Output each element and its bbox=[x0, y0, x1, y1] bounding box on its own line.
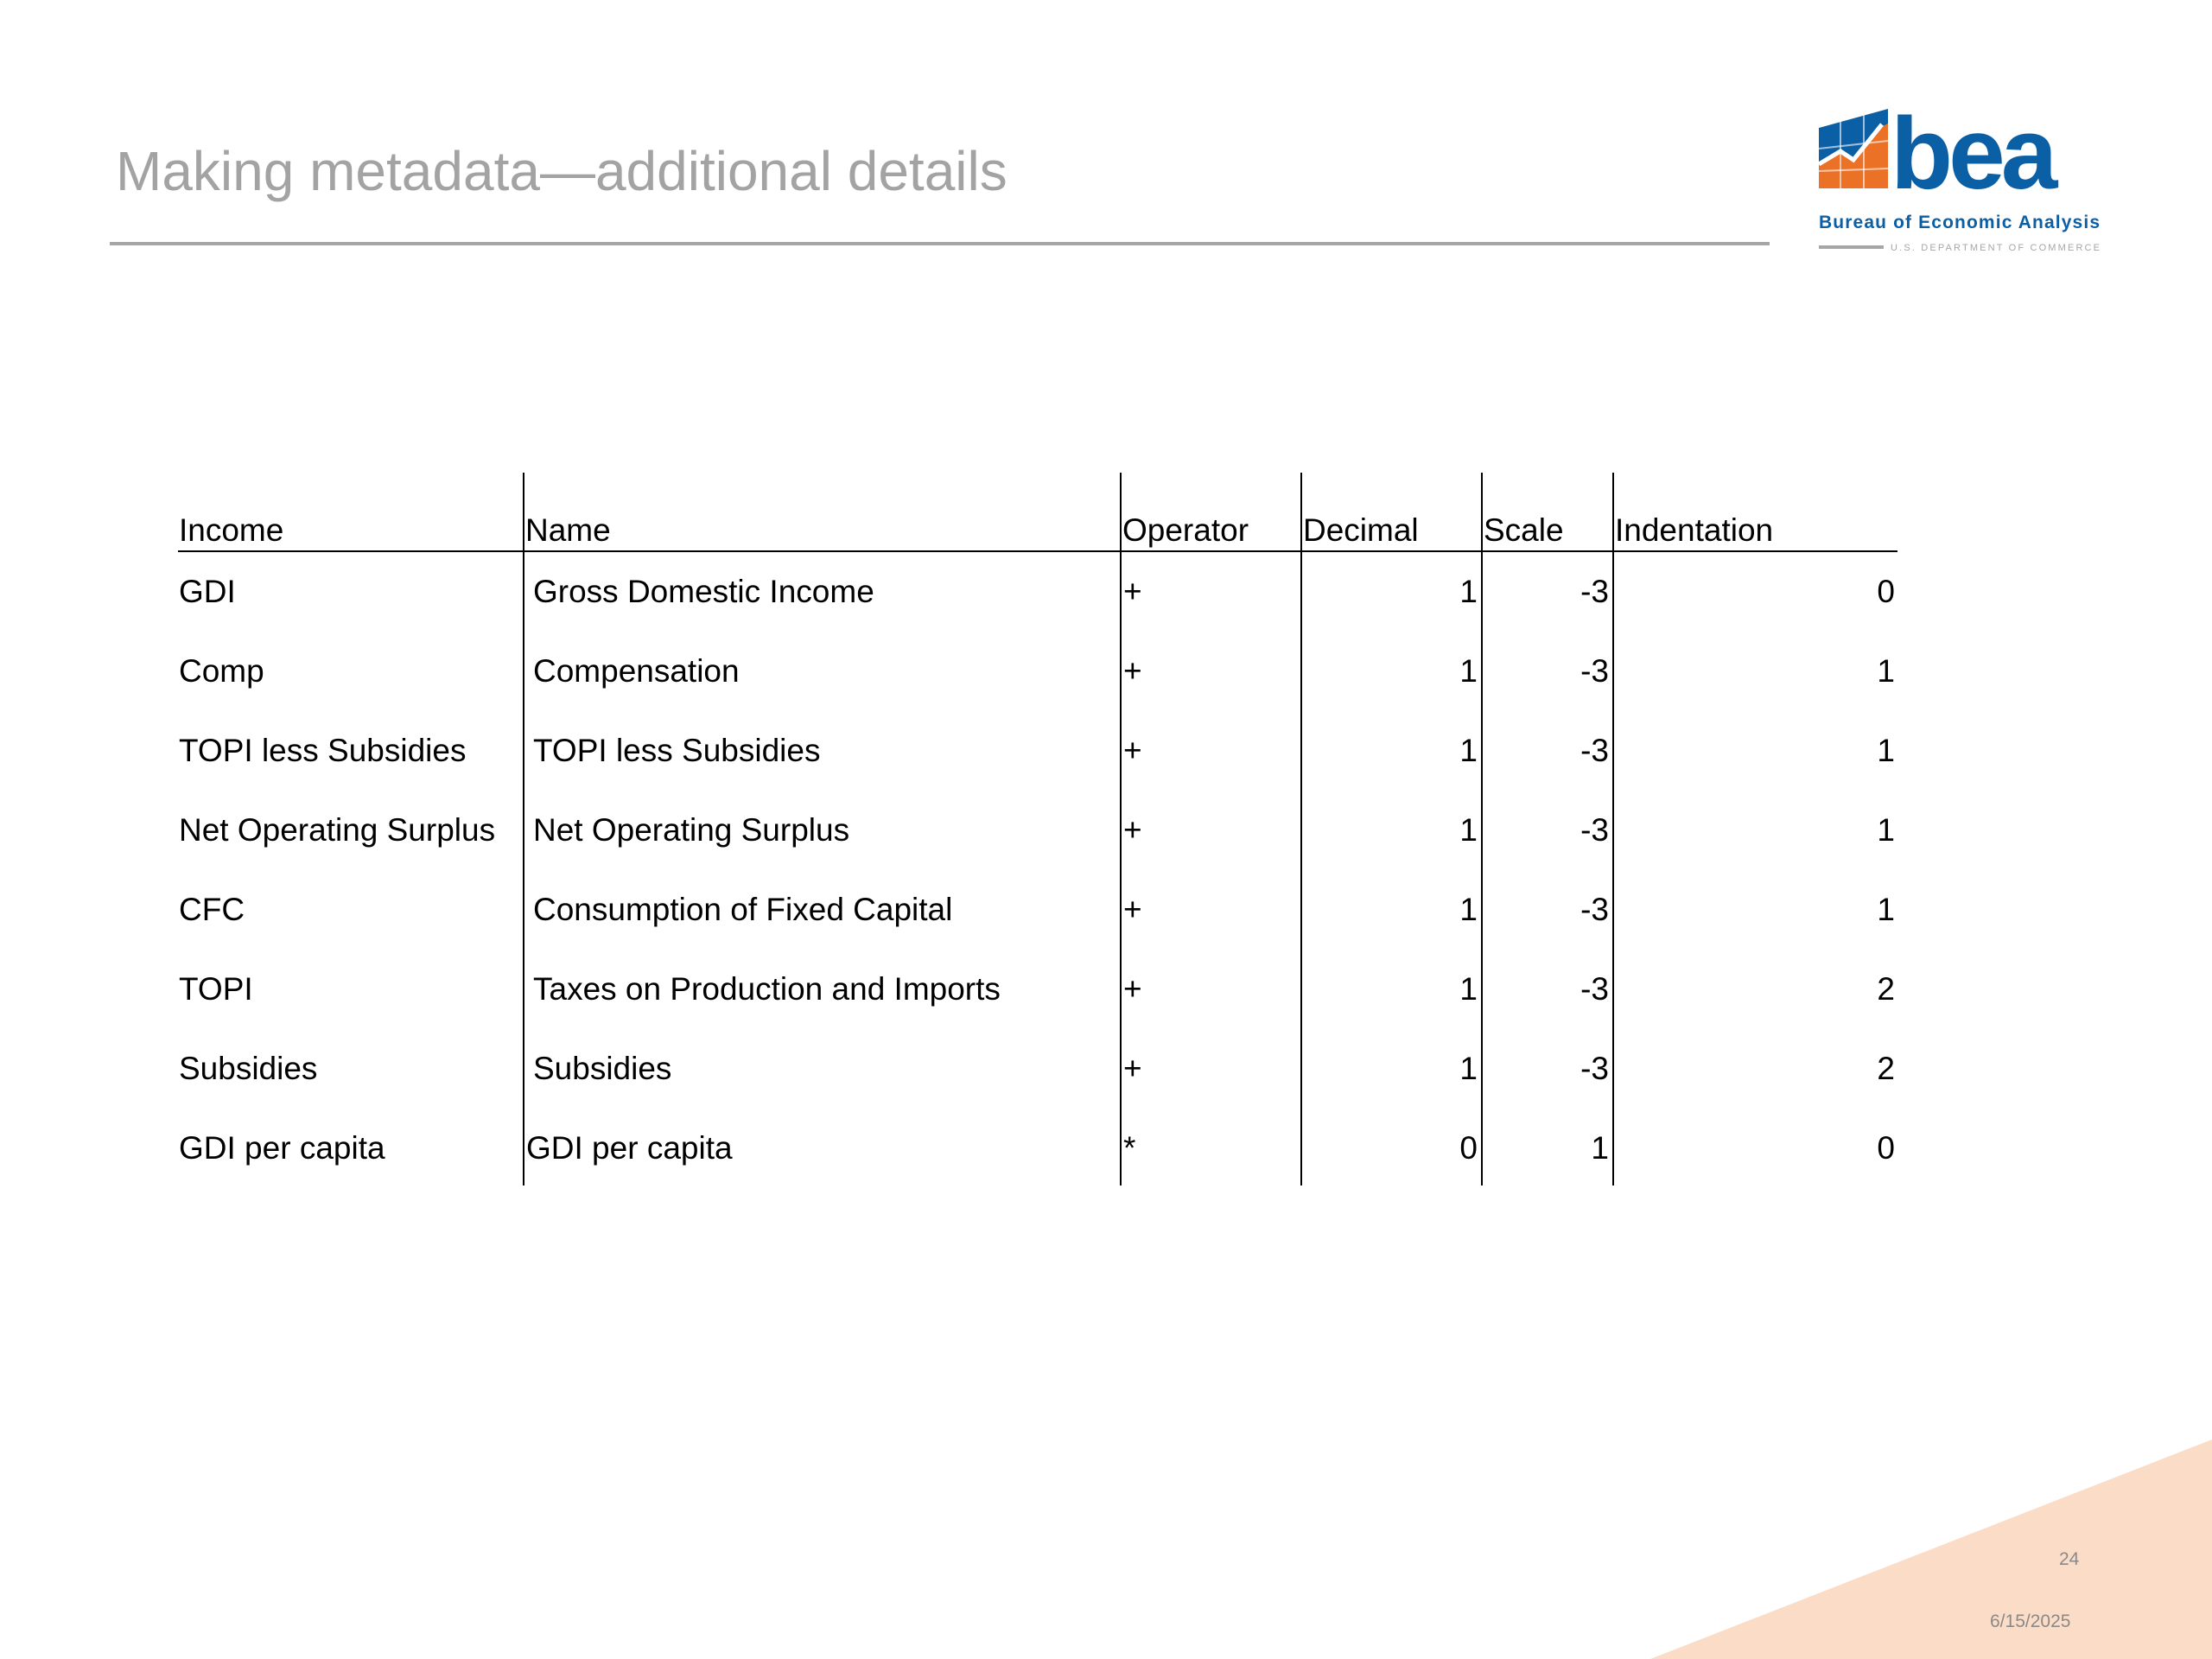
decorative-corner-triangle bbox=[1650, 1440, 2212, 1659]
cell-indentation: 1 bbox=[1877, 892, 1895, 927]
cell-decimal: 0 bbox=[1459, 1130, 1478, 1166]
cell-operator: + bbox=[1123, 653, 1142, 689]
cell-income: TOPI less Subsidies bbox=[179, 733, 467, 768]
cell-indentation: 1 bbox=[1877, 812, 1895, 848]
header-name: Name bbox=[525, 512, 611, 548]
table-row bbox=[178, 711, 1897, 791]
table-row bbox=[178, 1109, 1897, 1188]
title-divider bbox=[110, 242, 1770, 245]
cell-decimal: 1 bbox=[1459, 892, 1478, 927]
cell-decimal: 1 bbox=[1459, 812, 1478, 848]
cell-name: Compensation bbox=[533, 653, 740, 689]
cell-scale: -3 bbox=[1580, 733, 1609, 768]
metadata-table bbox=[178, 473, 1897, 1185]
table-row bbox=[178, 950, 1897, 1029]
header-indentation: Indentation bbox=[1615, 512, 1774, 548]
cell-income: Subsidies bbox=[179, 1051, 318, 1086]
cell-scale: -3 bbox=[1580, 812, 1609, 848]
cell-operator: + bbox=[1123, 892, 1142, 927]
cell-name: Subsidies bbox=[533, 1051, 672, 1086]
cell-decimal: 1 bbox=[1459, 574, 1478, 609]
cell-scale: -3 bbox=[1580, 653, 1609, 689]
header-income: Income bbox=[179, 512, 284, 548]
table-row bbox=[178, 791, 1897, 870]
cell-income: CFC bbox=[179, 892, 245, 927]
cell-income: GDI per capita bbox=[179, 1130, 385, 1166]
cell-name: GDI per capita bbox=[526, 1130, 733, 1166]
cell-income: TOPI bbox=[179, 971, 253, 1007]
cell-indentation: 1 bbox=[1877, 733, 1895, 768]
cell-indentation: 0 bbox=[1877, 574, 1895, 609]
cell-name: Net Operating Surplus bbox=[533, 812, 850, 848]
cell-operator: + bbox=[1123, 1051, 1142, 1086]
slide-date: 6/15/2025 bbox=[1990, 1611, 2071, 1631]
cell-indentation: 1 bbox=[1877, 653, 1895, 689]
table-row bbox=[178, 552, 1897, 632]
table-row bbox=[178, 632, 1897, 711]
cell-operator: + bbox=[1123, 812, 1142, 848]
bea-logo bbox=[1815, 102, 2113, 257]
cell-operator: + bbox=[1123, 971, 1142, 1007]
cell-decimal: 1 bbox=[1459, 733, 1478, 768]
cell-operator: + bbox=[1123, 574, 1142, 609]
svg-text:U.S. DEPARTMENT OF COMMERCE: U.S. DEPARTMENT OF COMMERCE bbox=[1891, 243, 2100, 253]
table-row bbox=[178, 1029, 1897, 1109]
header-operator: Operator bbox=[1122, 512, 1249, 548]
cell-income: Net Operating Surplus bbox=[179, 812, 496, 848]
cell-income: GDI bbox=[179, 574, 236, 609]
page-number: 24 bbox=[2059, 1549, 2080, 1569]
header-scale: Scale bbox=[1484, 512, 1564, 548]
cell-scale: -3 bbox=[1580, 574, 1609, 609]
cell-scale: 1 bbox=[1591, 1130, 1609, 1166]
cell-scale: -3 bbox=[1580, 1051, 1609, 1086]
cell-scale: -3 bbox=[1580, 971, 1609, 1007]
slide-title: Making metadata—additional details bbox=[116, 140, 1007, 202]
cell-decimal: 1 bbox=[1459, 653, 1478, 689]
cell-operator: * bbox=[1123, 1130, 1136, 1166]
cell-decimal: 1 bbox=[1459, 971, 1478, 1007]
cell-name: Gross Domestic Income bbox=[533, 574, 874, 609]
cell-indentation: 2 bbox=[1877, 1051, 1895, 1086]
cell-decimal: 1 bbox=[1459, 1051, 1478, 1086]
cell-scale: -3 bbox=[1580, 892, 1609, 927]
cell-indentation: 2 bbox=[1877, 971, 1895, 1007]
cell-name: TOPI less Subsidies bbox=[533, 733, 821, 768]
table-header-row bbox=[178, 473, 1897, 552]
svg-text:bea: bea bbox=[1891, 102, 2054, 211]
header-decimal: Decimal bbox=[1303, 512, 1419, 548]
cell-name: Taxes on Production and Imports bbox=[533, 971, 1001, 1007]
table-row bbox=[178, 870, 1897, 950]
cell-operator: + bbox=[1123, 733, 1142, 768]
cell-name: Consumption of Fixed Capital bbox=[533, 892, 953, 927]
cell-indentation: 0 bbox=[1877, 1130, 1895, 1166]
cell-income: Comp bbox=[179, 653, 264, 689]
svg-text:Bureau of Economic Analysis: Bureau of Economic Analysis bbox=[1819, 213, 2100, 232]
